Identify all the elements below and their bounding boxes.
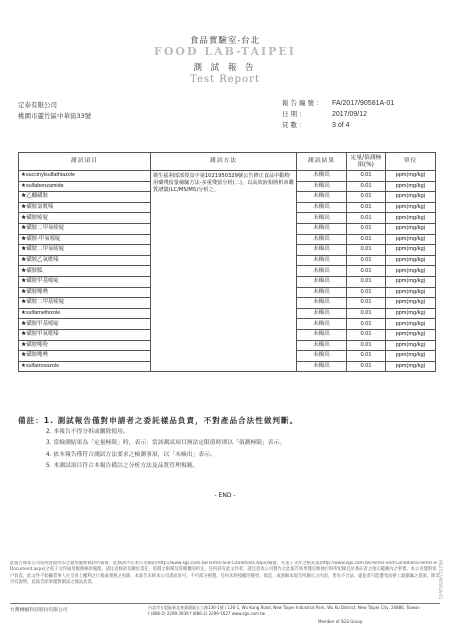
test-item: ★磺胺二甲基嘧啶 xyxy=(19,298,151,309)
unit: ppm(mg/kg) xyxy=(386,298,436,309)
end-marker: - END - xyxy=(214,492,236,499)
detection-limit: 0.01 xyxy=(347,245,386,256)
footer-divider xyxy=(10,603,440,604)
header-limit: 定量/偵測極限(%) xyxy=(347,153,386,171)
footer-member: Member of SGS Group xyxy=(318,619,363,624)
report-title-en: Test Report xyxy=(190,74,260,85)
unit: ppm(mg/kg) xyxy=(386,181,436,192)
test-result: 未檢出 xyxy=(297,308,347,319)
test-item: ★succinylsulfathiazole xyxy=(19,171,151,182)
detection-limit: 0.01 xyxy=(347,287,386,298)
remark-5: 5. 本測試項目符合本報告備註之分析方法及品質管理規範。 xyxy=(46,462,199,469)
test-result: 未檢出 xyxy=(297,171,347,182)
header-unit: 單位 xyxy=(386,153,436,171)
remark-4: 4. 依本報告僅符合測試方法要求之檢測事項，以「未檢出」表示。 xyxy=(46,451,216,458)
report-meta xyxy=(282,98,394,131)
unit: ppm(mg/kg) xyxy=(386,234,436,245)
unit: ppm(mg/kg) xyxy=(386,308,436,319)
detection-limit: 0.01 xyxy=(347,181,386,192)
unit: ppm(mg/kg) xyxy=(386,245,436,256)
test-result: 未檢出 xyxy=(297,202,347,213)
detection-limit: 0.01 xyxy=(347,213,386,224)
test-item: ★磺胺乙氧吡嗪 xyxy=(19,255,151,266)
test-result: 未檢出 xyxy=(297,351,347,362)
unit: ppm(mg/kg) xyxy=(386,340,436,351)
unit: ppm(mg/kg) xyxy=(386,351,436,362)
detection-limit: 0.01 xyxy=(347,171,386,182)
test-item: ★磺胺胍 xyxy=(19,266,151,277)
page-count: 3 of 4 xyxy=(332,122,350,129)
remarks xyxy=(18,415,435,472)
table-row xyxy=(19,171,436,182)
test-item: ★磺胺氯吡嗪 xyxy=(19,202,151,213)
detection-limit: 0.01 xyxy=(347,361,386,372)
unit: ppm(mg/kg) xyxy=(386,255,436,266)
results-table xyxy=(18,152,436,372)
unit: ppm(mg/kg) xyxy=(386,171,436,182)
header-test-method: 測試方法 xyxy=(151,153,297,171)
test-item: ★磺胺嘧啶 xyxy=(19,213,151,224)
report-title: 測 試 報 告 xyxy=(193,63,257,73)
report-number-label: 報告編號： xyxy=(282,99,325,107)
test-item: ★磺胺-甲氧嘧啶 xyxy=(19,234,151,245)
remark-1: 備註：1. 測試報告僅對申請者之委託樣品負責，不對產品合法性做判斷。 xyxy=(18,416,299,425)
test-item: ★磺胺二甲氧嘧啶 xyxy=(19,245,151,256)
unit: ppm(mg/kg) xyxy=(386,276,436,287)
lab-title-en: FOOD LAB-TAIPEI xyxy=(154,45,296,58)
unit: ppm(mg/kg) xyxy=(386,223,436,234)
test-result: 未檢出 xyxy=(297,223,347,234)
test-result: 未檢出 xyxy=(297,181,347,192)
detection-limit: 0.01 xyxy=(347,192,386,203)
test-result: 未檢出 xyxy=(297,192,347,203)
detection-limit: 0.01 xyxy=(347,266,386,277)
unit: ppm(mg/kg) xyxy=(386,361,436,372)
detection-limit: 0.01 xyxy=(347,298,386,309)
disclaimer: 此報告係本公司依照背面所印之通用服務條款所簽發，此條款可在本公司網站(http://www.sgs.com.tw/Terms-and-Conditions.aspx)閱覽。凡電子文件之格式依(http://www.sgs.com.tw/Terms-and-Conditions/Terms-e-Document.aspx)之電子文件通用服務條款處理。請注意條款有關於責任、賠償之限制及管轄權的約定。任何持有此文件者，請注意本公司製作之此報告結果僅反映執行時所紀錄且於委託者之指示範圍內之事實。本公司僅對客戶負責，此文件不妨礙當事人在交易上權利之行使或義務之免除。本報告未經本公司書面許可，不可部分複製。任何未經授權的變更、偽造、或曲解本報告所顯示之內容，皆為不合法，違犯者可能遭受法律上最嚴厲之追訴。除非另有說明，此報告結果僅對測試之樣品負責。 xyxy=(10,561,440,585)
test-result: 未檢出 xyxy=(297,276,347,287)
test-item: ★sulfatroxazole xyxy=(19,361,151,372)
header-result: 測試結果 xyxy=(297,153,347,171)
detection-limit: 0.01 xyxy=(347,223,386,234)
table-body xyxy=(19,171,436,372)
test-result: 未檢出 xyxy=(297,266,347,277)
detection-limit: 0.01 xyxy=(347,255,386,266)
report-number: FA/2017/90581A-01 xyxy=(332,100,395,107)
client-name: 定泰有限公司 xyxy=(18,101,57,109)
unit: ppm(mg/kg) xyxy=(386,319,436,330)
test-item: ★磺胺噻吩 xyxy=(19,340,151,351)
test-result: 未檢出 xyxy=(297,298,347,309)
test-result: 未檢出 xyxy=(297,319,347,330)
test-method: 衛生福利部部授食字第1021950329號公告修正食品中動物用藥殘留量檢驗方法-多重殘留分析(二)，以高效液相層析串聯質譜儀(LC/MS/MS)分析之。 xyxy=(151,171,297,372)
unit: ppm(mg/kg) xyxy=(386,266,436,277)
results-table-wrapper xyxy=(18,152,435,372)
detection-limit: 0.01 xyxy=(347,351,386,362)
footer-phone: t (886-2) 2299-3939 f (886-2) 2299-1627 www.sgs.com.tw xyxy=(148,610,266,616)
test-item: ★sulfamethizole xyxy=(19,308,151,319)
detection-limit: 0.01 xyxy=(347,329,386,340)
test-item: ★乙醯磺胺 xyxy=(19,192,151,203)
test-result: 未檢出 xyxy=(297,287,347,298)
test-result: 未檢出 xyxy=(297,340,347,351)
unit: ppm(mg/kg) xyxy=(386,202,436,213)
unit: ppm(mg/kg) xyxy=(386,213,436,224)
header-test-item: 測試項目 xyxy=(19,153,151,171)
client-block xyxy=(18,100,91,122)
remark-3: 3. 當檢測結果為「定量極限」時，表示：當該測試項目無法定限值時則以「偵測極限」表示。 xyxy=(46,440,286,447)
footer-company: 台灣檢驗科技股份有限公司 xyxy=(10,608,68,613)
detection-limit: 0.01 xyxy=(347,319,386,330)
detection-limit: 0.01 xyxy=(347,234,386,245)
side-mark: FA/2017/90581A-01 xyxy=(438,560,443,600)
detection-limit: 0.01 xyxy=(347,276,386,287)
unit: ppm(mg/kg) xyxy=(386,192,436,203)
report-date: 2017/09/12 xyxy=(332,111,368,118)
detection-limit: 0.01 xyxy=(347,308,386,319)
test-result: 未檢出 xyxy=(297,213,347,224)
unit: ppm(mg/kg) xyxy=(386,287,436,298)
report-date-label: 日期： xyxy=(282,110,308,118)
footer-address: 台北市五股區新北產業園區五工路136-1號 / 136-1, Wu Kung Road, New Taipei Industrial Park, Wu Ku District, New Taipei City, 24886, Taiwan xyxy=(148,605,420,610)
test-result: 未檢出 xyxy=(297,245,347,256)
test-result: 未檢出 xyxy=(297,234,347,245)
client-address: 桃園市蘆竹區中華街33號 xyxy=(18,112,92,120)
test-item: ★磺胺甲氧吡嗪 xyxy=(19,329,151,340)
detection-limit: 0.01 xyxy=(347,340,386,351)
test-item: ★sulfabenzamide xyxy=(19,181,151,192)
test-result: 未檢出 xyxy=(297,329,347,340)
unit: ppm(mg/kg) xyxy=(386,329,436,340)
test-item: ★磺胺二甲氧嘧啶 xyxy=(19,223,151,234)
test-result: 未檢出 xyxy=(297,255,347,266)
table-header-row xyxy=(19,153,436,171)
test-item: ★磺胺噻唑 xyxy=(19,287,151,298)
footer-address-block xyxy=(148,605,436,616)
remark-2: 2. 本報告不得分拆或刪除使用。 xyxy=(46,429,129,435)
lab-title: 食品實驗室-台北 xyxy=(189,36,261,46)
test-result: 未檢出 xyxy=(297,361,347,372)
page-count-label: 頁數： xyxy=(282,121,308,129)
detection-limit: 0.01 xyxy=(347,202,386,213)
test-item: ★磺胺噻唑 xyxy=(19,351,151,362)
test-item: ★磺胺甲基嘧啶 xyxy=(19,319,151,330)
test-item: ★磺胺甲基嘧啶 xyxy=(19,276,151,287)
